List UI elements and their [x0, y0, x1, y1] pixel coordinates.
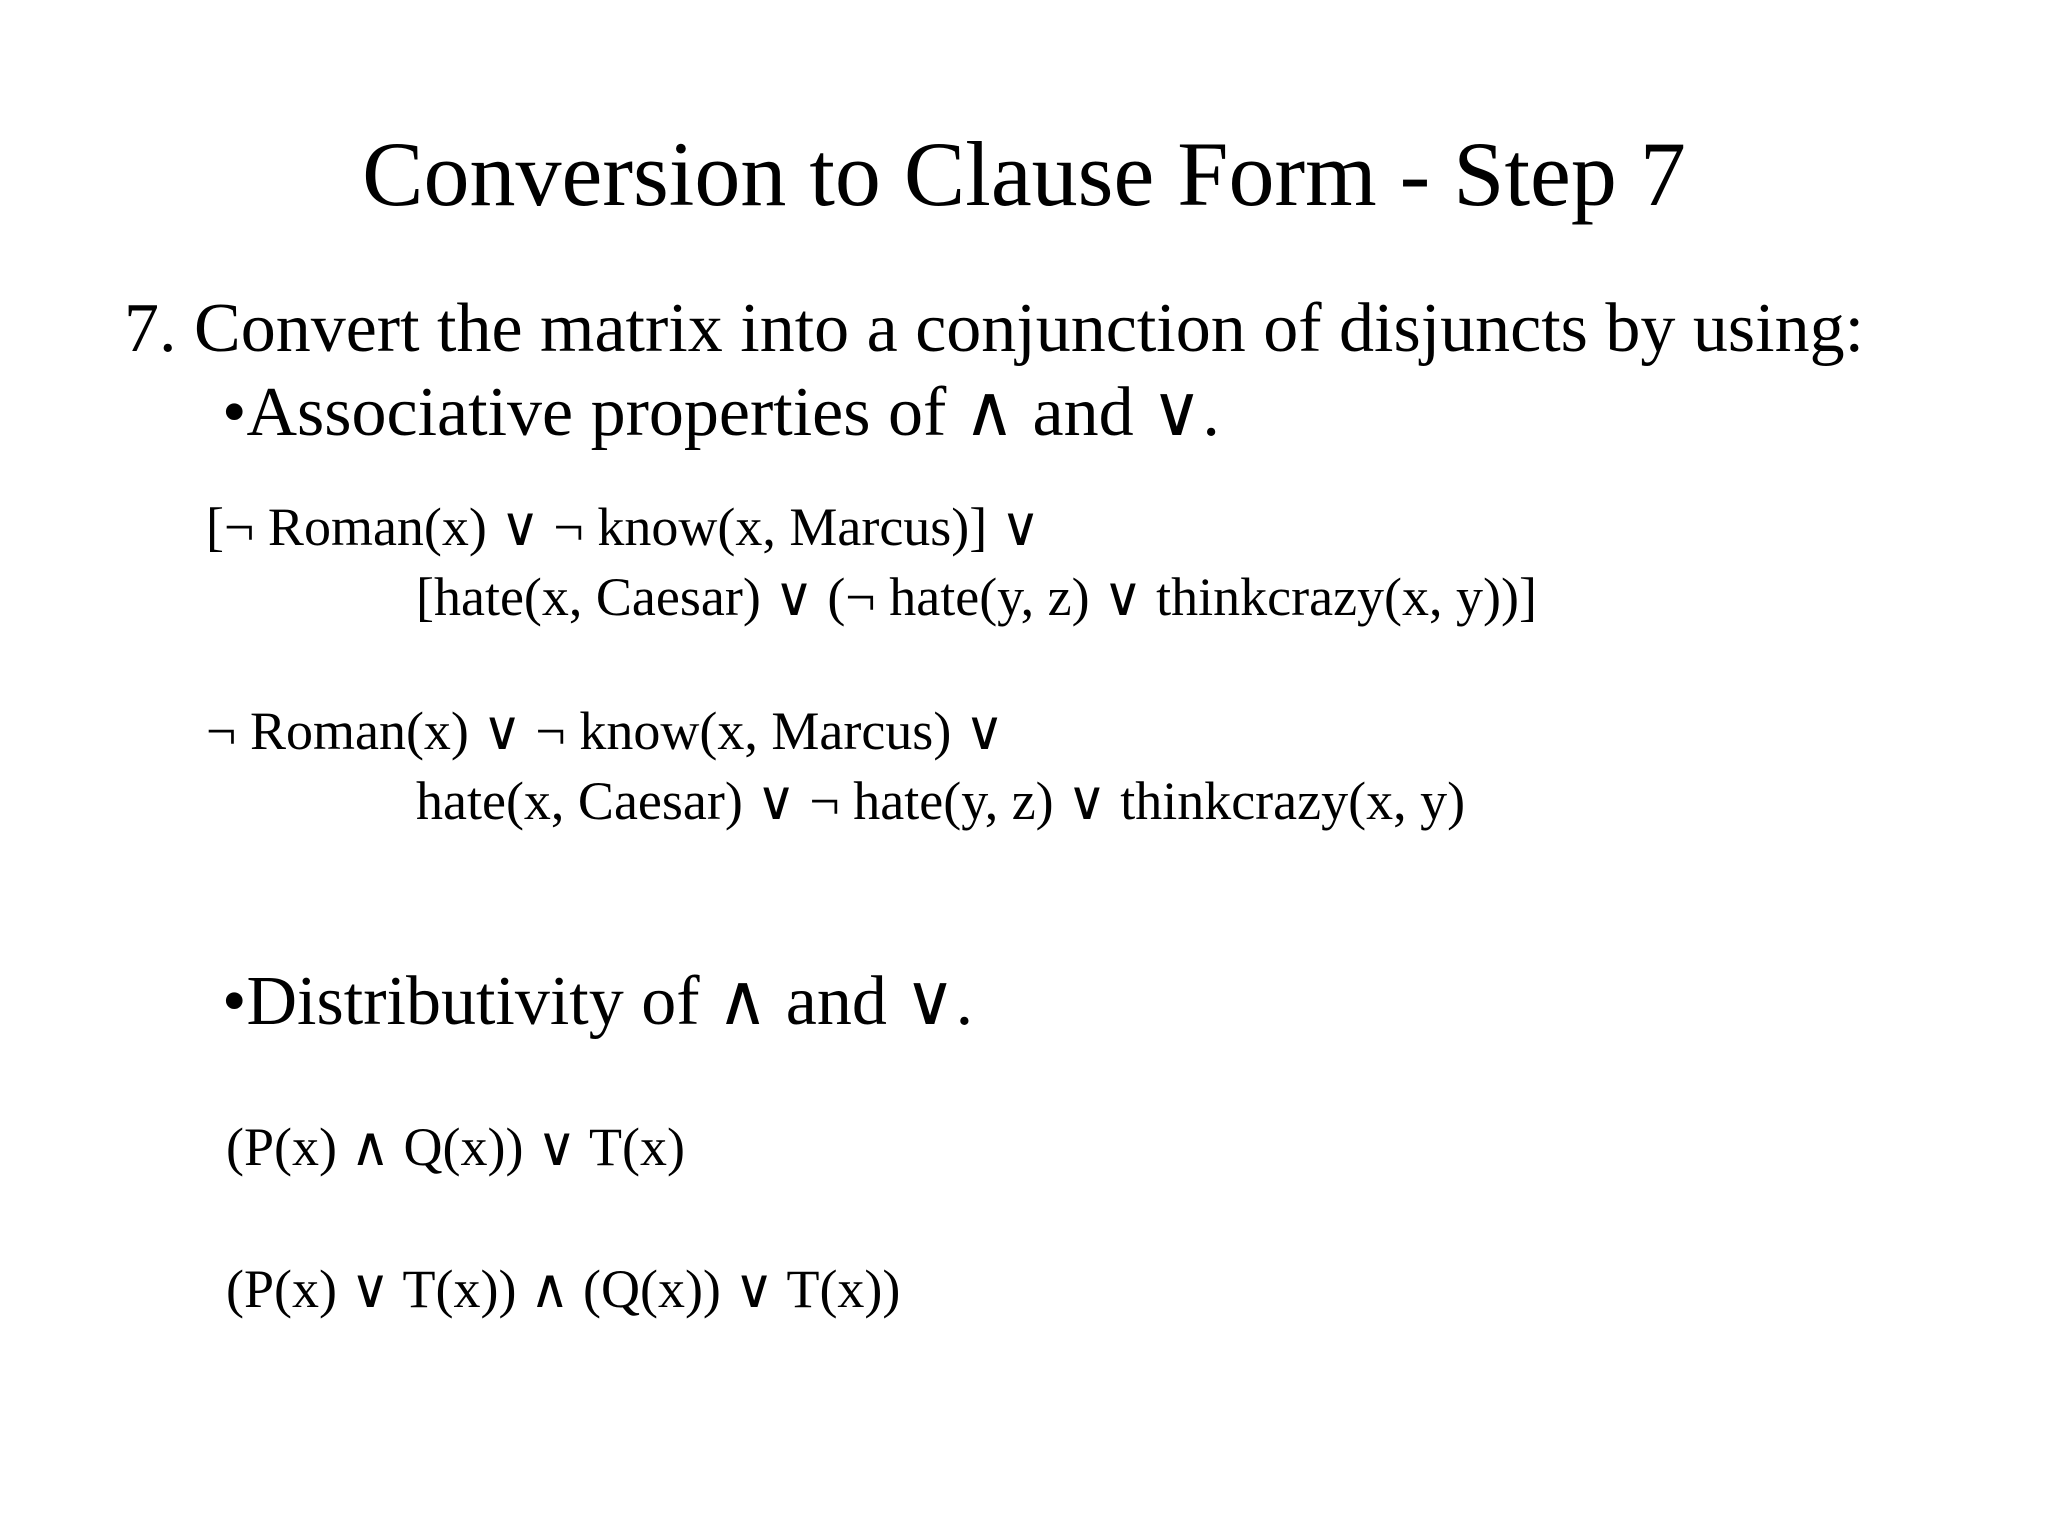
associative-after-line-2: hate(x, Caesar) ∨ ¬ hate(y, z) ∨ thinkcrazy(x, y) — [416, 771, 1466, 831]
associative-before-line-1: [¬ Roman(x) ∨ ¬ know(x, Marcus)] ∨ — [206, 497, 1041, 557]
associative-after-line-1: ¬ Roman(x) ∨ ¬ know(x, Marcus) ∨ — [206, 701, 1005, 761]
associative-before-line-2: [hate(x, Caesar) ∨ (¬ hate(y, z) ∨ thinkcrazy(x, y))] — [416, 567, 1537, 627]
bullet-associative: •Associative properties of ∧ and ∨. — [222, 374, 1220, 451]
distributive-after: (P(x) ∨ T(x)) ∧ (Q(x)) ∨ T(x)) — [226, 1259, 901, 1319]
distributive-before: (P(x) ∧ Q(x)) ∨ T(x) — [226, 1117, 685, 1177]
step-description: 7. Convert the matrix into a conjunction of disjuncts by using: — [124, 290, 1865, 367]
slide-title: Conversion to Clause Form - Step 7 — [362, 123, 1686, 225]
bullet-distributivity: •Distributivity of ∧ and ∨. — [222, 963, 974, 1040]
